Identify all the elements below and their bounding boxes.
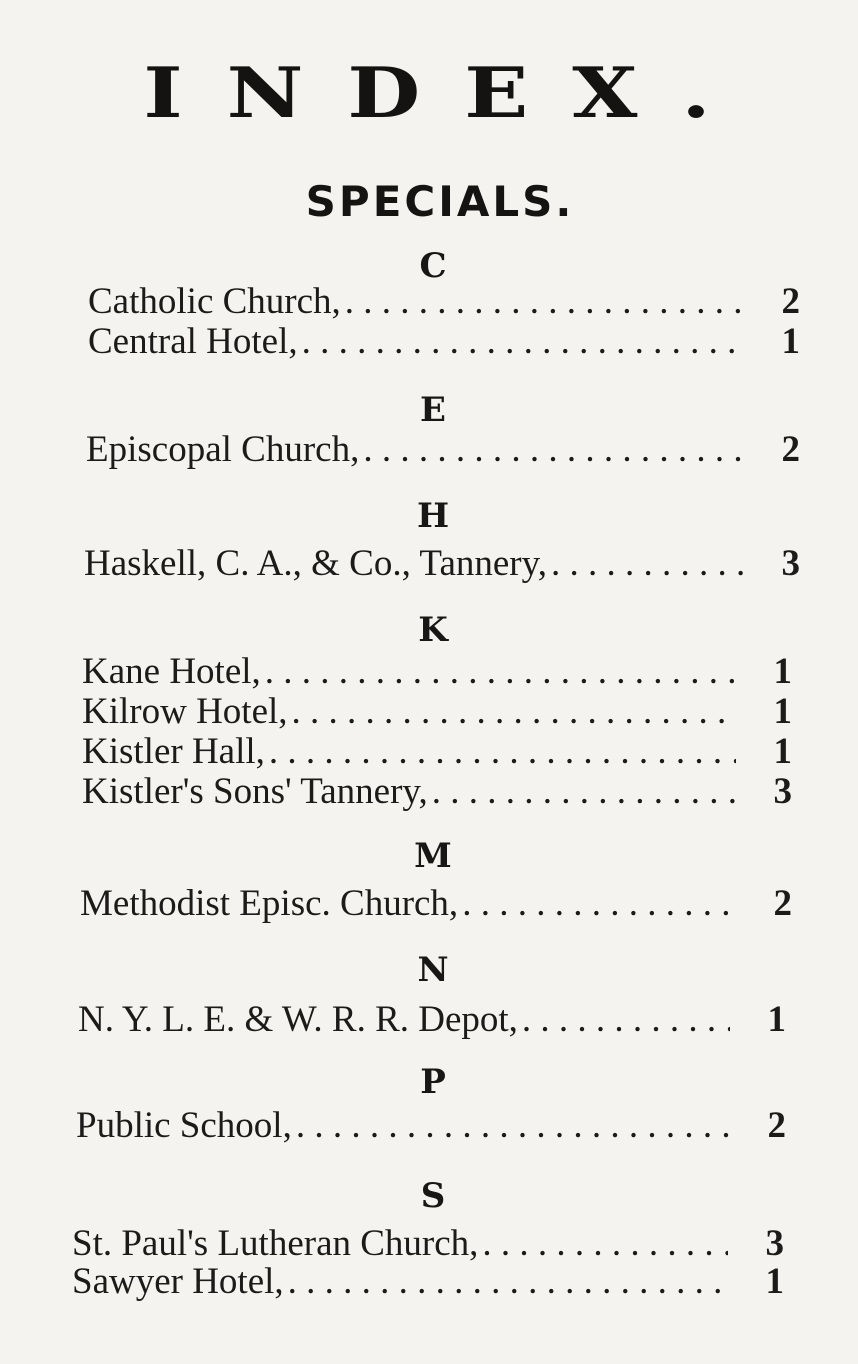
- entry-page-number: 1: [773, 691, 792, 732]
- dot-leader: [522, 1000, 730, 1040]
- entry-page-number: 3: [773, 771, 792, 812]
- page-subtitle: SPECIALS.: [305, 177, 575, 226]
- index-entry: [78, 1000, 786, 1040]
- index-entry: [84, 544, 800, 584]
- entry-name: Public School,: [76, 1105, 292, 1146]
- index-entry: [82, 732, 792, 772]
- entry-name: Kilrow Hotel,: [82, 691, 288, 732]
- entry-page-number: 3: [781, 543, 800, 584]
- dot-leader: [296, 1106, 730, 1146]
- index-entry: [88, 322, 800, 362]
- entry-page-number: 1: [781, 321, 800, 362]
- dot-leader: [292, 692, 736, 732]
- dot-leader: [269, 732, 736, 772]
- entry-page-number: 1: [767, 999, 786, 1040]
- dot-leader: [551, 544, 744, 584]
- entry-name: N. Y. L. E. & W. R. R. Depot,: [78, 999, 518, 1040]
- index-entry: [72, 1262, 784, 1302]
- index-entry: [82, 692, 792, 732]
- dot-leader: [265, 652, 736, 692]
- page-title: INDEX.: [143, 52, 755, 134]
- entry-page-number: 3: [765, 1223, 784, 1264]
- dot-leader: [482, 1224, 728, 1264]
- entry-name: Sawyer Hotel,: [72, 1261, 284, 1302]
- dot-leader: [363, 430, 744, 470]
- entry-page-number: 2: [773, 883, 792, 924]
- entry-name: Catholic Church,: [88, 281, 341, 322]
- entry-name: St. Paul's Lutheran Church,: [72, 1223, 479, 1264]
- index-entry: [88, 282, 800, 322]
- entry-name: Kistler Hall,: [82, 731, 265, 772]
- index-entry: [72, 1224, 784, 1264]
- section-letter-m: M: [414, 836, 452, 876]
- index-entry: [82, 772, 792, 812]
- entry-name: Methodist Episc. Church,: [80, 883, 459, 924]
- dot-leader: [345, 282, 744, 322]
- section-letter-p: P: [420, 1062, 446, 1102]
- entry-name: Kistler's Sons' Tannery,: [82, 771, 428, 812]
- entry-page-number: 2: [781, 281, 800, 322]
- entry-page-number: 1: [773, 651, 792, 692]
- section-letter-s: S: [420, 1176, 446, 1216]
- entry-page-number: 1: [765, 1261, 784, 1302]
- dot-leader: [462, 884, 736, 924]
- dot-leader: [302, 322, 744, 362]
- index-entry: [76, 1106, 786, 1146]
- section-letter-k: K: [418, 610, 448, 650]
- index-entry: [86, 430, 800, 470]
- section-letter-c: C: [419, 246, 447, 286]
- dot-leader: [288, 1262, 728, 1302]
- entry-page-number: 2: [767, 1105, 786, 1146]
- entry-name: Haskell, C. A., & Co., Tannery,: [84, 543, 547, 584]
- section-letter-e: E: [420, 390, 446, 430]
- entry-name: Central Hotel,: [88, 321, 298, 362]
- section-letter-n: N: [417, 950, 449, 990]
- entry-name: Kane Hotel,: [82, 651, 261, 692]
- index-entry: [80, 884, 792, 924]
- index-entry: [82, 652, 792, 692]
- dot-leader: [432, 772, 736, 812]
- entry-page-number: 1: [773, 731, 792, 772]
- entry-name: Episcopal Church,: [86, 429, 360, 470]
- section-letter-h: H: [416, 496, 450, 536]
- entry-page-number: 2: [781, 429, 800, 470]
